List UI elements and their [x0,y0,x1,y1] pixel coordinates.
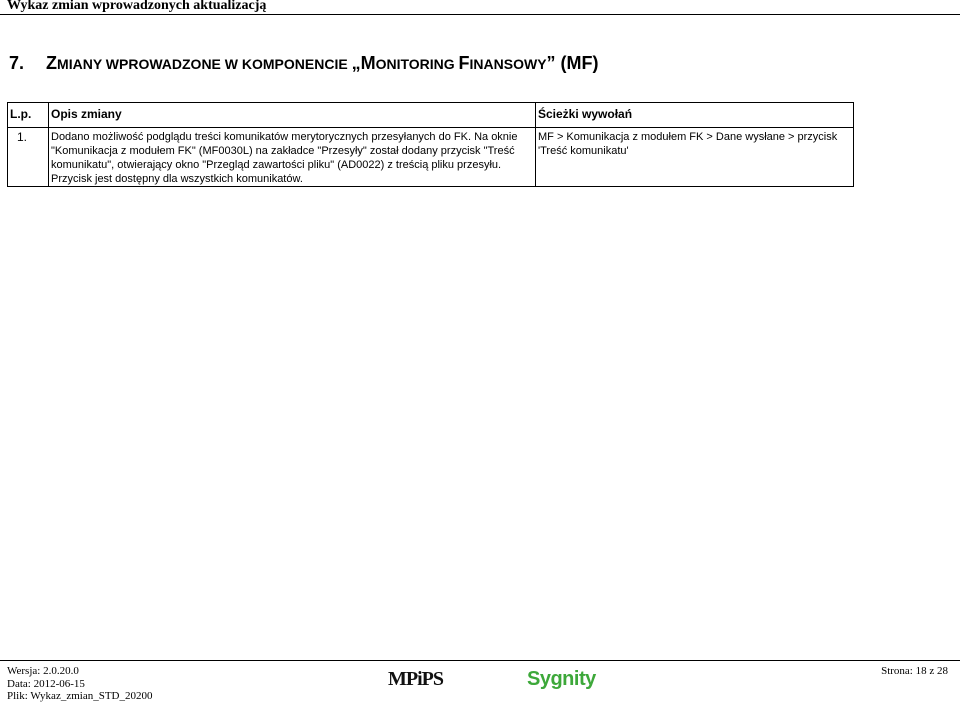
document-title: Wykaz zmian wprowadzonych aktualizacją [7,0,267,13]
heading-part: MIANY WPROWADZONE W KOMPONENCIE [57,56,352,72]
header-lp: L.p. [8,103,49,128]
heading-part: Z [46,53,58,73]
row-description: Dodano możliwość podglądu treści komunikatów merytorycznych przesyłanych do FK. Na oknie "Komunikacja z modułem FK" (MF0030L) na zakładce "Przesyły" został dodany przycisk "Treść komunikatu", otwierający okno "Przegląd zawartości pliku" (AD0022) z treścią pliku przesyłu. Przycisk jest dostępny dla wszystkich komunikatów. [49,128,536,187]
table-row [8,128,854,187]
heading-part: INANSOWY [469,56,547,72]
header-call-paths: Ścieżki wywołań [536,103,854,128]
sygnity-logo: Sygnity [527,668,596,690]
heading-part: F [458,53,470,73]
footer-date: Data: 2012-06-15 [7,677,85,690]
changes-table [7,102,854,187]
table-header-row [8,103,854,128]
footer-file: Plik: Wykaz_zmian_STD_20200 [7,690,153,702]
row-lp: 1. [8,128,49,187]
section-number: 7. [9,53,25,73]
footer-version: Wersja: 2.0.20.0 [7,665,79,677]
footer-page-number: Strona: 18 z 28 [881,665,948,677]
header-description: Opis zmiany [49,103,536,128]
document-footer [0,660,960,701]
section-heading [9,53,599,74]
row-call-path: MF > Komunikacja z modułem FK > Dane wysłane > przycisk 'Treść komunikatu' [536,128,854,187]
footer-meta [7,665,152,703]
document-header [0,0,960,15]
heading-part: ONITORING [375,56,459,72]
heading-part: „M [351,53,376,73]
heading-part: ” (MF) [546,53,599,73]
mpips-logo: MPiPS [388,668,443,690]
